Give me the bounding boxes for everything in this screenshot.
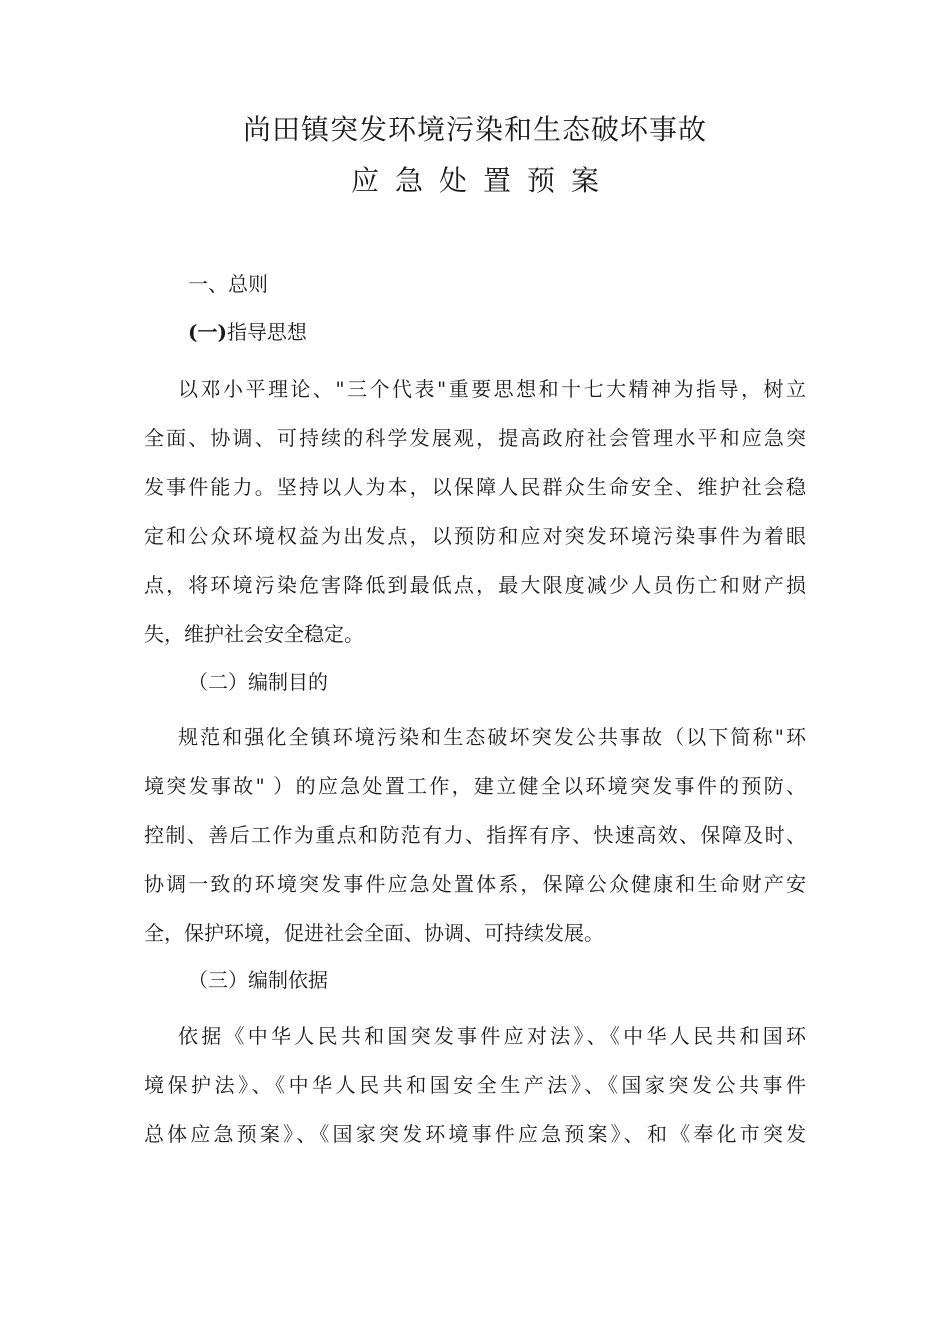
document-title-line2: 应急处置预案 <box>350 164 615 197</box>
subsection-heading-guiding-thought <box>188 318 307 346</box>
subsection-heading-basis: （三）编制依据 <box>188 968 328 992</box>
subsection-title: 指导思想 <box>226 320 307 344</box>
paragraph-line: 境突发事故" ）的应急处置工作，建立健全以环境突发事件的预防、 <box>144 774 806 798</box>
paragraph-basis <box>144 1012 806 1159</box>
paragraph-line: 总体应急预案》、《国家突发环境事件应急预案》、和《奉化市突发 <box>144 1122 806 1146</box>
paragraph-line: 定和公众环境权益为出发点，以预防和应对突发环境污染事件为着眼 <box>144 524 806 548</box>
subsection-heading-purpose: （二）编制目的 <box>188 670 328 694</box>
paragraph-line: 规范和强化全镇环境污染和生态破坏突发公共事故（以下简称"环 <box>178 725 806 749</box>
subsection-number: (一) <box>188 320 227 344</box>
document-title-line1: 尚田镇突发环境污染和生态破坏事故 <box>242 113 707 146</box>
section-heading-general: 一、总则 <box>188 272 268 296</box>
paragraph-line: 依据《中华人民共和国突发事件应对法》、《中华人民共和国环 <box>178 1024 806 1048</box>
paragraph-line: 失，维护社会安全稳定。 <box>144 622 364 646</box>
paragraph-line: 境保护法》、《中华人民共和国安全生产法》、《国家突发公共事件 <box>144 1073 806 1097</box>
paragraph-line: 全面、协调、可持续的科学发展观，提高政府社会管理水平和应急突 <box>144 426 806 450</box>
paragraph-line: 全，保护环境，促进社会全面、协调、可持续发展。 <box>144 921 604 945</box>
paragraph-guiding-thought <box>144 365 806 659</box>
paragraph-line: 协调一致的环境突发事件应急处置体系，保障公众健康和生命财产安 <box>144 872 806 896</box>
paragraph-purpose <box>144 713 806 958</box>
paragraph-line: 以邓小平理论、"三个代表"重要思想和十七大精神为指导，树立 <box>178 377 806 401</box>
paragraph-line: 发事件能力。坚持以人为本，以保障人民群众生命安全、维护社会稳 <box>144 475 806 499</box>
paragraph-line: 点，将环境污染危害降低到最低点，最大限度减少人员伤亡和财产损 <box>144 573 806 597</box>
paragraph-line: 控制、善后工作为重点和防范有力、指挥有序、快速高效、保障及时、 <box>144 823 806 847</box>
